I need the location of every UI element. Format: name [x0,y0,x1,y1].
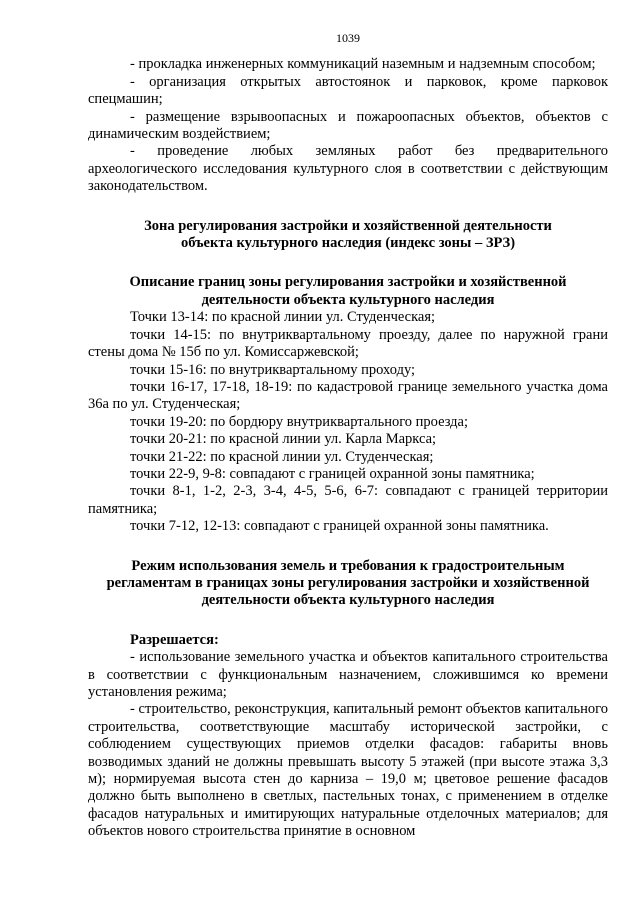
boundary-point-9: точки 8-1, 1-2, 2-3, 3-4, 4-5, 5-6, 6-7: совпадают с границей территории памятника; [88,483,608,517]
boundary-point-8: точки 22-9, 9-8: совпадают с границей охранной зоны памятника; [130,465,535,482]
boundary-point-1: Точки 13-14: по красной линии ул. Студенческая; [130,309,436,326]
regime-heading-line-1: Режим использования земель и требования к градостроительным [131,557,565,574]
regime-heading-line-2: регламентам в границах зоны регулирования застройки и хозяйственной [106,574,590,591]
intro-item-2: - организация открытых автостоянок и парковок, кроме парковок спецмашин; [88,73,608,108]
boundary-point-5: точки 19-20: по бордюру внутриквартального проезда; [130,413,469,430]
intro-item-3: - размещение взрывоопасных и пожароопасных объектов, объектов с динамическим воздействием; [88,108,608,143]
allowed-item-1: - использование земельного участка и объектов капитального строительства в соответствии с функциональным назначением, сложившимся ко времени установления режима; [88,649,608,700]
intro-item-4: - проведение любых земляных работ без предварительного археологического исследования культурного слоя в соответствии с действующим законодательством. [88,143,608,195]
boundary-point-10: точки 7-12, 12-13: совпадают с границей охранной зоны памятника. [130,518,549,535]
boundary-point-6: точки 20-21: по красной линии ул. Карла Маркса; [130,431,437,448]
page-number: 1039 [336,31,360,45]
zone-heading-line-1: Зона регулирования застройки и хозяйственной деятельности [144,217,552,234]
zone-heading-line-2: объекта культурного наследия (индекс зоны – ЗРЗ) [180,235,516,252]
boundary-point-3: точки 15-16: по внутриквартальному проходу; [130,361,416,378]
allowed-label: Разрешается: [130,631,219,648]
boundary-heading-line-2: деятельности объекта культурного наследия [201,291,495,308]
boundary-point-7: точки 21-22: по красной линии ул. Студенческая; [130,448,434,465]
boundary-heading-line-1: Описание границ зоны регулирования застройки и хозяйственной [129,274,567,291]
allowed-item-2: - строительство, реконструкция, капитальный ремонт объектов капитального строительства, соответствующие масштабу исторической застройки, с соблюдением существующих приемов отделки фасадов: габариты вновь возводимых зданий не должны превышать высоту 5 этажей (при высоте этажа 3,3 м); нормируемая высота стен до карниза – 19,0 м; цветовое решение фасадов должно быть выполнено в светлых, пастельных тонах, с применением в отделке фасадов натуральных и имитирующих натуральные отделочных материалов; для объектов нового строительства принятие в основном [88,701,608,840]
document-page [88,30,608,841]
intro-item-1: - прокладка инженерных коммуникаций наземным и надземным способом; [130,56,596,73]
regime-heading-line-3: деятельности объекта культурного наследия [201,592,495,609]
boundary-point-2: точки 14-15: по внутриквартальному проезду, далее по наружной грани стены дома № 15б по ул. Комиссаржевской; [88,326,608,361]
boundary-point-4: точки 16-17, 17-18, 18-19: по кадастровой границе земельного участка дома 36а по ул. Студенческая; [88,378,608,413]
